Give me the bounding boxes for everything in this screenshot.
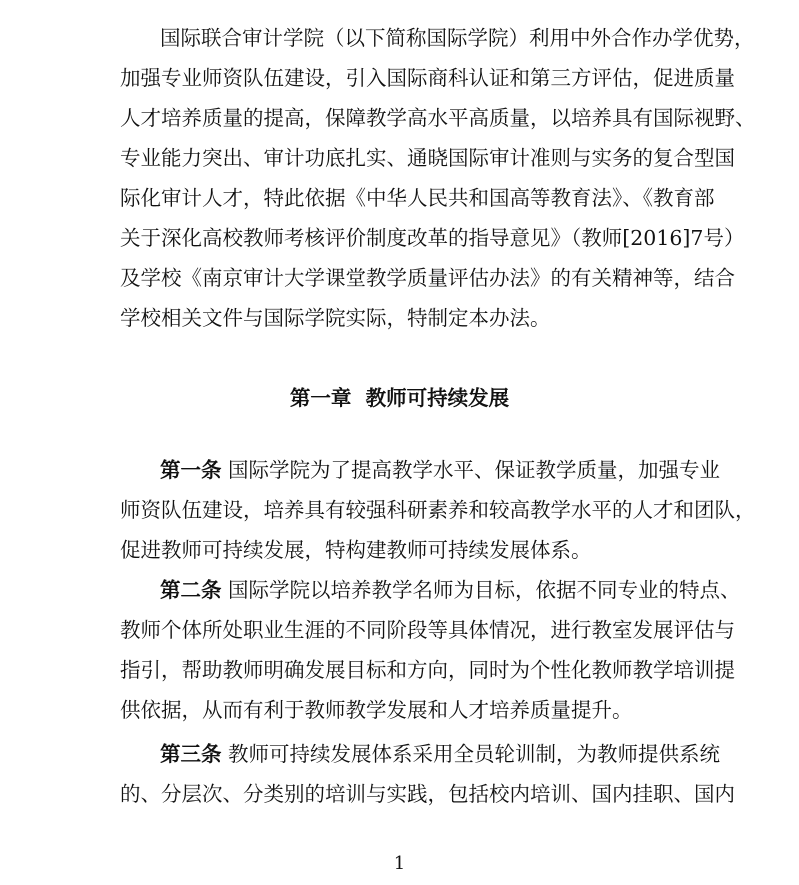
intro-line: 专业能力突出、审计功底扎实、通晓国际审计准则与实务的复合型国 bbox=[120, 146, 735, 170]
article-label: 第三条 bbox=[160, 742, 222, 766]
article-first-line bbox=[160, 456, 721, 484]
chapter-heading: 第一章 教师可持续发展 bbox=[289, 386, 510, 410]
article-first-line bbox=[160, 576, 741, 604]
article-line: 教师个体所处职业生涯的不同阶段等具体情况，进行教室发展评估与 bbox=[120, 618, 735, 642]
article-line: 的、分层次、分类别的培训与实践，包括校内培训、国内挂职、国内 bbox=[120, 782, 735, 806]
article-text: 国际学院为了提高教学水平、保证教学质量，加强专业 bbox=[228, 458, 721, 482]
intro-line: 关于深化高校教师考核评价制度改革的指导意见》（教师[2016]7号） bbox=[120, 226, 745, 250]
article-label: 第二条 bbox=[160, 578, 222, 602]
page-number: 1 bbox=[393, 853, 406, 874]
article-text: 国际学院以培养教学名师为目标，依据不同专业的特点、 bbox=[228, 578, 741, 602]
intro-line: 及学校《南京审计大学课堂教学质量评估办法》的有关精神等，结合 bbox=[120, 266, 735, 290]
intro-line: 学校相关文件与国际学院实际，特制定本办法。 bbox=[120, 306, 551, 330]
intro-line: 人才培养质量的提高，保障教学高水平高质量，以培养具有国际视野、 bbox=[120, 106, 756, 130]
article-line: 促进教师可持续发展，特构建教师可持续发展体系。 bbox=[120, 538, 592, 562]
intro-line: 国际联合审计学院（以下简称国际学院）利用中外合作办学优势， bbox=[160, 26, 755, 50]
article-text: 教师可持续发展体系采用全员轮训制，为教师提供系统 bbox=[228, 742, 721, 766]
intro-line: 加强专业师资队伍建设，引入国际商科认证和第三方评估，促进质量 bbox=[120, 66, 735, 90]
intro-line: 际化审计人才，特此依据《中华人民共和国高等教育法》、《教育部 bbox=[120, 186, 715, 210]
article-label: 第一条 bbox=[160, 458, 222, 482]
article-line: 供依据，从而有利于教师教学发展和人才培养质量提升。 bbox=[120, 698, 633, 722]
article-line: 师资队伍建设，培养具有较强科研素养和较高教学水平的人才和团队， bbox=[120, 498, 756, 522]
article-first-line bbox=[160, 740, 721, 768]
article-line: 指引，帮助教师明确发展目标和方向，同时为个性化教师教学培训提 bbox=[120, 658, 735, 682]
